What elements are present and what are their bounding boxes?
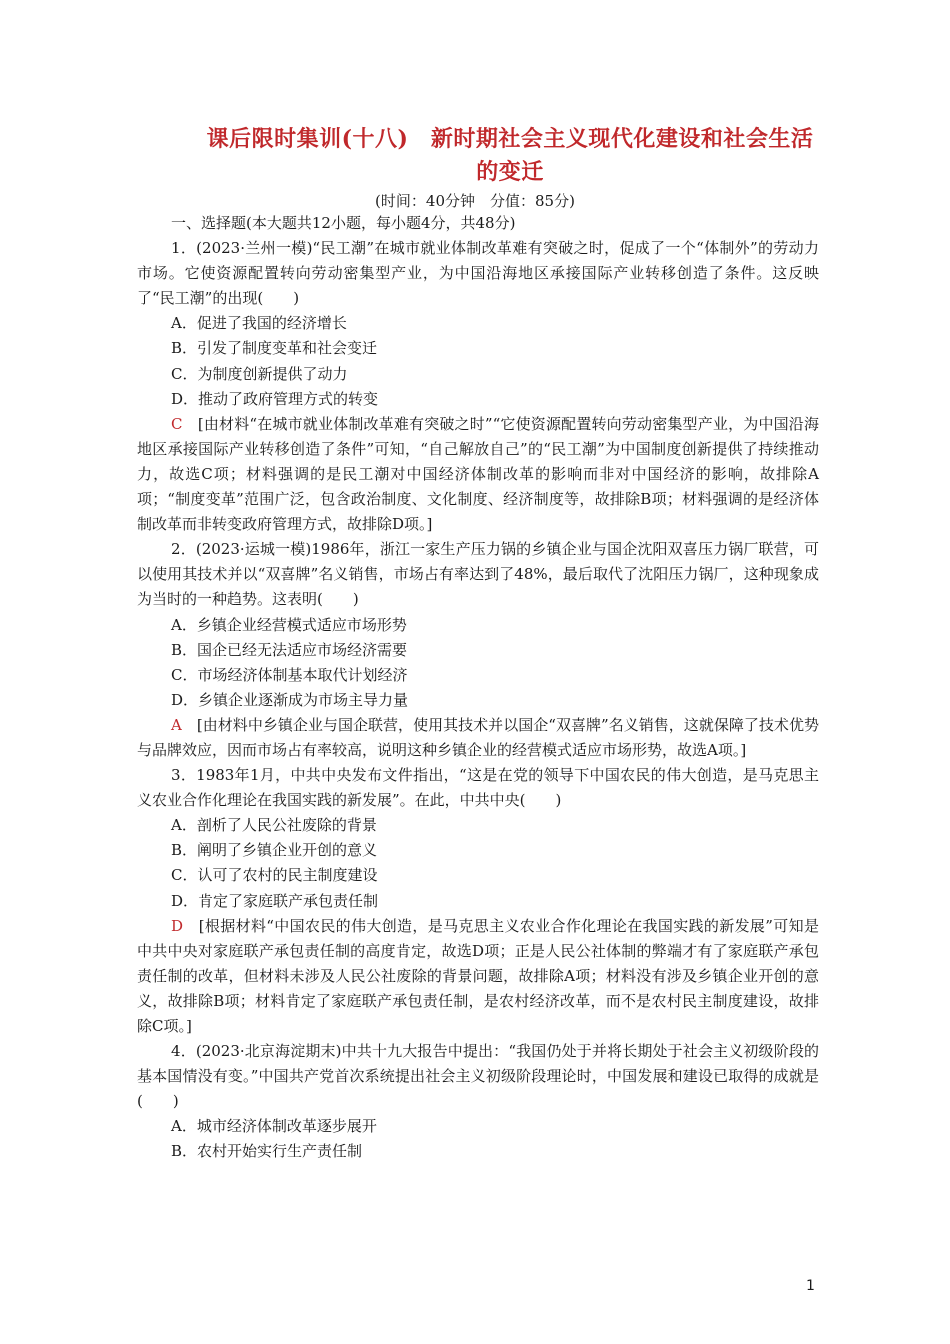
option-b: B．引发了制度变革和社会变迁 <box>171 339 378 358</box>
answer-explanation <box>137 914 819 1039</box>
option-a: A．乡镇企业经营模式适应市场形势 <box>171 615 407 634</box>
question-stem: 1．(2023·兰州一模)“民工潮”在城市就业体制改革难有突破之时，促成了一个“体制外”的劳动力市场。它使资源配置转向劳动密集型产业，为中国沿海地区承接国际产业转移创造了条件。这反映了“民工潮”的出现( ) <box>137 239 819 308</box>
answer-letter: D <box>171 916 184 935</box>
option-b: B．农村开始实行生产责任制 <box>171 1142 363 1161</box>
option-b: B．国企已经无法适应市场经济需要 <box>171 640 408 659</box>
time-score-info: (时间：40分钟 分值：85分) <box>375 192 575 210</box>
explanation-text: [根据材料“中国农民的伟大创造，是马克思主义农业合作化理论在我国实践的新发展”可知是中共中央对家庭联产承包责任制的高度肯定，故选D项；正是人民公社体制的弊端才有了家庭联产承包责任制的改革，但材料未涉及人民公社废除的背景问题，故排除A项；材料没有涉及乡镇企业开创的意义，故排除B项；材料肯定了家庭联产承包责任制，是农村经济改革，而不是农村民主制度建设，故排除C项。] <box>137 916 819 1035</box>
section-heading: 一、选择题(本大题共12小题，每小题4分，共48分) <box>171 214 516 232</box>
answer-letter: A <box>171 715 182 734</box>
option-c: C．市场经济体制基本取代计划经济 <box>171 665 408 684</box>
answer-explanation <box>137 713 819 763</box>
option-a: A．促进了我国的经济增长 <box>171 314 347 333</box>
option-c: C．认可了农村的民主制度建设 <box>171 866 378 885</box>
question-stem: 2．(2023·运城一模)1986年，浙江一家生产压力锅的乡镇企业与国企沈阳双喜压力锅厂联营，可以使用其技术并以“双喜牌”名义销售，市场占有率达到了48%，最后取代了沈阳压力锅厂，这种现象成为当时的一种趋势。这表明( ) <box>137 540 819 609</box>
explanation-text: [由材料“在城市就业体制改革难有突破之时”“它使资源配置转向劳动密集型产业，为中国沿海地区承接国际产业转移创造了条件”可知，“自己解放自己”的“民工潮”为中国制度创新提供了持续推动力，故选C项；材料强调的是民工潮对中国经济体制改革的影响而非对中国经济的影响，故排除A项；“制度变革”范围广泛，包含政治制度、文化制度、经济制度等，故排除B项；材料强调的是经济体制改革而非转变政府管理方式，故排除D项。] <box>137 414 819 534</box>
option-c: C．为制度创新提供了动力 <box>171 364 348 383</box>
page-title-continued: 的变迁 <box>476 159 544 185</box>
option-a: A．城市经济体制改革逐步展开 <box>171 1117 377 1136</box>
option-b: B．阐明了乡镇企业开创的意义 <box>171 841 378 860</box>
answer-letter: C <box>171 414 183 433</box>
question-stem: 3．1983年1月，中共中央发布文件指出，“这是在党的领导下中国农民的伟大创造，是马克思主义农业合作化理论在我国实践的新发展”。在此，中共中央( ) <box>137 766 819 810</box>
page-title: 课后限时集训(十八) 新时期社会主义现代化建设和社会生活 <box>206 126 814 152</box>
option-d: D．推动了政府管理方式的转变 <box>171 389 379 408</box>
option-d: D．乡镇企业逐渐成为市场主导力量 <box>171 690 409 709</box>
option-d: D．肯定了家庭联产承包责任制 <box>171 891 379 910</box>
question-stem: 4．(2023·北京海淀期末)中共十九大报告中提出：“我国仍处于并将长期处于社会主义初级阶段的基本国情没有变。”中国共产党首次系统提出社会主义初级阶段理论时，中国发展和建设已取得的成就是( ) <box>137 1042 819 1111</box>
page-number: 1 <box>806 1278 815 1294</box>
option-a: A．剖析了人民公社废除的背景 <box>171 816 377 835</box>
explanation-text: [由材料中乡镇企业与国企联营，使用其技术并以国企“双喜牌”名义销售，这就保障了技术优势与品牌效应，因而市场占有率较高，说明这种乡镇企业的经营模式适应市场形势，故选A项。] <box>137 715 819 759</box>
question-body <box>137 211 819 1165</box>
answer-explanation <box>137 412 819 537</box>
